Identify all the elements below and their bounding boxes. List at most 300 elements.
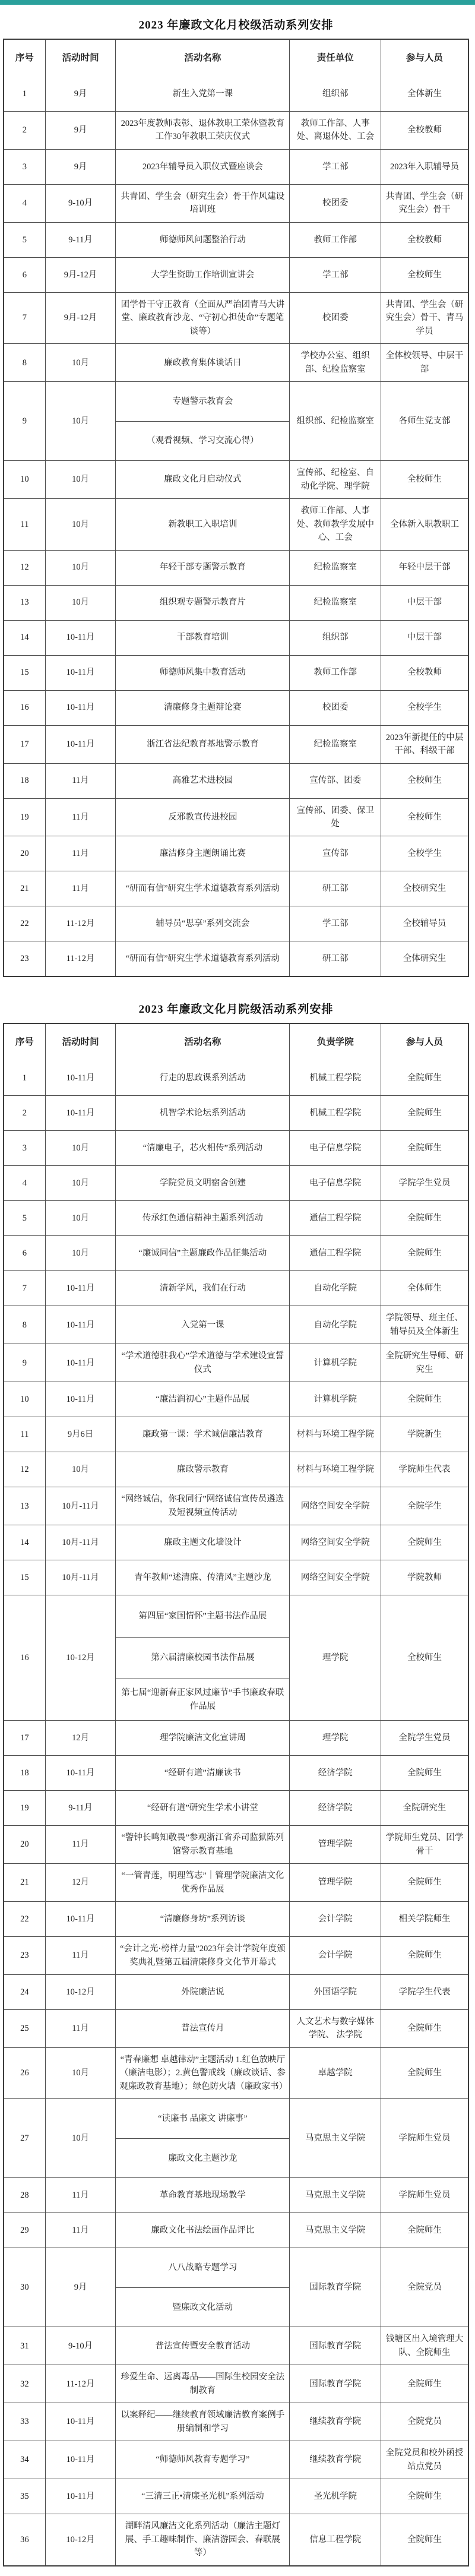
- cell-activity-time: 10-11月: [45, 2441, 116, 2479]
- cell-row-number: 20: [20, 849, 29, 859]
- cell-participants: 共青团、学生会（研究生会）骨干: [381, 185, 468, 222]
- cell-responsible-unit: 马克思主义学院: [289, 2178, 381, 2212]
- cell-activity-time: 9-10月: [45, 2327, 116, 2365]
- cell-responsible-unit: 通信工程学院: [289, 1201, 381, 1235]
- cell-activity-name: [115, 382, 289, 460]
- cell-row-number: 1: [22, 88, 27, 99]
- cell-row-number: 3: [22, 1143, 27, 1153]
- college-level-section: [3, 993, 469, 2566]
- table-row: [4, 1863, 468, 1901]
- cell-responsible-unit: 卓越学院: [289, 2048, 381, 2098]
- cell-activity-name: 2023年辅导员入职仪式暨座谈会: [115, 150, 289, 184]
- table-title-college: 2023 年廉政文化月院级活动系列安排: [138, 1003, 334, 1016]
- cell-row-number: 28: [20, 2191, 29, 2201]
- cell-responsible-unit: 人文艺术与数字媒体学院、 法学院: [289, 2010, 381, 2047]
- table-row: [4, 2009, 468, 2047]
- cell-row-number: 22: [20, 919, 29, 929]
- cell-activity-time: 10-12月: [45, 2514, 116, 2565]
- cell-responsible-unit: 经济学院: [289, 1756, 381, 1790]
- cell-activity-name: 学院党员文明宿舍创建: [115, 1166, 289, 1200]
- cell-row-number: 36: [20, 2534, 29, 2545]
- cell-activity-time: 10-11月: [45, 1061, 116, 1095]
- school-level-section: [3, 8, 469, 977]
- cell-row-number: 6: [22, 270, 27, 280]
- cell-activity-name: 浙江省法纪教育基地警示教育: [115, 726, 289, 763]
- cell-row-number: 15: [20, 668, 29, 678]
- cell-participants: 学院教师: [381, 1560, 468, 1595]
- cell-responsible-unit: 电子信息学院: [289, 1131, 381, 1165]
- cell-responsible-unit: 国际教育学院: [289, 2365, 381, 2403]
- cell-responsible-unit: 外国语学院: [289, 1975, 381, 2009]
- cell-responsible-unit: 学工部: [289, 906, 381, 941]
- cell-activity-time: 10月: [45, 344, 116, 381]
- cell-activity-name: 年轻干部专题警示教育: [115, 551, 289, 585]
- table-row: [4, 690, 468, 725]
- cell-activity-time: 11月: [45, 836, 116, 871]
- table-row: [4, 111, 468, 149]
- top-accent-bar: [0, 0, 475, 5]
- cell-activity-time: 10-11月: [45, 1306, 116, 1344]
- cell-activity-time: 9-10月: [45, 185, 116, 222]
- cell-participants: 全校师生: [381, 1595, 468, 1720]
- cell-responsible-unit: 网络空间安全学院: [289, 1487, 381, 1525]
- header-cell-participants: 参与人员: [381, 40, 468, 77]
- cell-participants: 全院研究生导师、研究生: [381, 1344, 468, 1382]
- cell-activity-name: “经研有道”清廉读书: [115, 1756, 289, 1790]
- cell-activity-time: 9-11月: [45, 223, 116, 257]
- cell-row-number: 21: [20, 1878, 29, 1888]
- cell-participants: 2023年入职辅导员: [381, 150, 468, 184]
- cell-participants: 学院新生: [381, 1417, 468, 1452]
- table-row: [4, 1270, 468, 1306]
- cell-responsible-unit: 继续教育学院: [289, 2403, 381, 2441]
- cell-activity-time: 11-12月: [45, 941, 116, 976]
- cell-activity-time: 10-11月: [45, 1382, 116, 1417]
- activity-sub-item: 暨廉政文化活动: [116, 2287, 289, 2327]
- cell-activity-name: 辅导员“思享”系列交流会: [115, 906, 289, 941]
- cell-responsible-unit: 会计学院: [289, 1937, 381, 1974]
- cell-activity-name: 以案释纪——继续教育领域廉洁教育案例手册编制和学习: [115, 2403, 289, 2441]
- cell-participants: 全校教师: [381, 656, 468, 690]
- cell-activity-name: 廉政文化月启动仪式: [115, 461, 289, 498]
- cell-activity-name: 珍爱生命、远离毒品——国际生校园安全法制教育: [115, 2365, 289, 2403]
- cell-responsible-unit: 组织部: [289, 77, 381, 111]
- cell-activity-name: 革命教育基地现场教学: [115, 2178, 289, 2212]
- table-row: [4, 1936, 468, 1974]
- activity-sub-item: “读廉书 品廉文 讲廉事”: [158, 2114, 248, 2124]
- cell-row-number: 14: [20, 633, 29, 643]
- cell-participants: 学院领导、班主任、辅导员及全体新生: [381, 1306, 468, 1344]
- cell-activity-time: 10月: [45, 1236, 116, 1270]
- table-row: [4, 292, 468, 343]
- table-row: [4, 1235, 468, 1270]
- cell-participants: 全院师生: [381, 1525, 468, 1560]
- cell-participants: 全院师生: [381, 2010, 468, 2047]
- cell-activity-time: 11-12月: [45, 906, 116, 941]
- cell-participants: 全院师生: [381, 1756, 468, 1790]
- cell-participants: 全校辅导员: [381, 906, 468, 941]
- table-row: [4, 2327, 468, 2365]
- cell-activity-name: “师德师风教育专题学习”: [115, 2441, 289, 2479]
- table-row: [4, 2098, 468, 2177]
- table-header-row: [4, 1024, 468, 1061]
- cell-row-number: 24: [20, 1987, 29, 1997]
- table-row: [4, 1344, 468, 1382]
- cell-activity-name: “清廉电子，芯火相传”系列活动: [115, 1131, 289, 1165]
- cell-responsible-unit: 理学院: [289, 1595, 381, 1720]
- cell-row-number: 15: [20, 1573, 29, 1583]
- table-row: [4, 1525, 468, 1560]
- table-row: [4, 1200, 468, 1235]
- cell-activity-time: 9月: [45, 2248, 116, 2327]
- table-row: [4, 343, 468, 381]
- table-row: [4, 798, 468, 836]
- table-row: [4, 1974, 468, 2009]
- table-row: [4, 2403, 468, 2441]
- cell-activity-name: 师德师风集中教育活动: [115, 656, 289, 690]
- cell-activity-time: 10月: [45, 1131, 116, 1165]
- header-cell-time: 活动时间: [45, 40, 116, 77]
- header-cell-time: 活动时间: [45, 1024, 116, 1061]
- cell-responsible-unit: 计算机学院: [289, 1382, 381, 1417]
- table-row: [4, 1061, 468, 1095]
- cell-activity-time: 9月6日: [45, 1417, 116, 1452]
- cell-row-number: 6: [22, 1249, 27, 1259]
- cell-activity-time: 10-12月: [45, 1975, 116, 2009]
- activity-sub-item: （观看视频、学习交流心得）: [116, 421, 289, 460]
- table-row: [4, 836, 468, 871]
- table-row: [4, 725, 468, 763]
- cell-activity-time: 10月: [45, 2048, 116, 2098]
- cell-row-number: 17: [20, 1733, 29, 1743]
- cell-participants: 共青团、学生会（研究生会）骨干、青马学员: [381, 293, 468, 343]
- cell-row-number: 8: [22, 1320, 27, 1330]
- cell-responsible-unit: 材料与环境工程学院: [289, 1452, 381, 1487]
- header-cell-no: 序号: [15, 52, 34, 63]
- table-row: [4, 550, 468, 585]
- activity-sub-item: 八八战略专题学习: [168, 2263, 238, 2273]
- cell-activity-name: “研而有信”研究生学术道德教育系列活动: [115, 871, 289, 906]
- cell-participants: 全校师生: [381, 799, 468, 836]
- table-row: [4, 1790, 468, 1825]
- cell-activity-time: 10月: [45, 499, 116, 549]
- cell-row-number: 27: [20, 2134, 29, 2144]
- cell-activity-time: 10-11月: [45, 1756, 116, 1790]
- cell-responsible-unit: 机械工程学院: [289, 1096, 381, 1130]
- cell-row-number: 29: [20, 2226, 29, 2236]
- cell-row-number: 13: [20, 598, 29, 608]
- table-row: [4, 871, 468, 906]
- cell-responsible-unit: 宣传部、纪检室、自动化学院、理学院: [289, 461, 381, 498]
- cell-participants: 全院学生: [381, 1487, 468, 1525]
- table-row: [4, 1901, 468, 1936]
- table-row: [4, 1560, 468, 1595]
- table-row: [4, 498, 468, 549]
- table-row: [4, 1417, 468, 1452]
- cell-participants: 全院师生: [381, 2479, 468, 2514]
- cell-row-number: 13: [20, 1501, 29, 1511]
- cell-activity-time: 10月: [45, 2099, 116, 2177]
- cell-activity-name: 廉政文化书法绘画作品评比: [115, 2213, 289, 2248]
- cell-activity-time: 12月: [45, 1721, 116, 1755]
- cell-responsible-unit: 自动化学院: [289, 1271, 381, 1306]
- cell-activity-time: 10-12月: [45, 1595, 116, 1720]
- cell-activity-time: 11月: [45, 764, 116, 798]
- cell-responsible-unit: 宣传部: [289, 836, 381, 871]
- cell-participants: 学院师生党员: [381, 2099, 468, 2177]
- cell-participants: 全校师生: [381, 258, 468, 292]
- cell-responsible-unit: 宣传部、团委: [289, 764, 381, 798]
- cell-participants: 全院师生: [381, 1096, 468, 1130]
- cell-activity-time: 10-11月: [45, 656, 116, 690]
- cell-activity-time: 11月: [45, 2010, 116, 2047]
- cell-activity-name: 新教职工入职培训: [115, 499, 289, 549]
- cell-activity-time: 10月-11月: [45, 1560, 116, 1595]
- cell-activity-time: 10-11月: [45, 1096, 116, 1130]
- table-row: [4, 2365, 468, 2403]
- cell-responsible-unit: 马克思主义学院: [289, 2213, 381, 2248]
- cell-participants: 全院研究生: [381, 1791, 468, 1825]
- cell-row-number: 11: [20, 1430, 29, 1440]
- cell-responsible-unit: 学校办公室、组织部、纪检监察室: [289, 344, 381, 381]
- cell-participants: 学院学生代表: [381, 1975, 468, 2009]
- cell-activity-name: 清廉修身主题辩论赛: [115, 691, 289, 725]
- activity-sub-item: 专题警示教育会: [172, 396, 233, 406]
- cell-row-number: 33: [20, 2417, 29, 2427]
- cell-participants: 学院师生党员、团学骨干: [381, 1826, 468, 1863]
- table-row: [4, 620, 468, 655]
- cell-responsible-unit: 自动化学院: [289, 1306, 381, 1344]
- cell-responsible-unit: 研工部: [289, 941, 381, 976]
- cell-activity-time: 11月: [45, 2213, 116, 2248]
- cell-participants: 中层干部: [381, 621, 468, 655]
- cell-participants: 全体新生: [381, 77, 468, 111]
- cell-responsible-unit: 校团委: [289, 691, 381, 725]
- cell-participants: 全院师生: [381, 1061, 468, 1095]
- cell-participants: 全校学生: [381, 691, 468, 725]
- cell-participants: 全体师生: [381, 1271, 468, 1306]
- table-row: [4, 941, 468, 976]
- cell-activity-time: 10月: [45, 461, 116, 498]
- cell-participants: 全院党员和校外函授站点党员: [381, 2441, 468, 2479]
- cell-row-number: 9: [22, 1358, 27, 1368]
- cell-activity-name: “研而有信”研究生学术道德教育系列活动: [115, 941, 289, 976]
- cell-responsible-unit: 宣传部、团委、保卫处: [289, 799, 381, 836]
- cell-participants: 学院学生党员: [381, 1166, 468, 1200]
- cell-activity-time: 9月: [45, 77, 116, 111]
- cell-responsible-unit: 材料与环境工程学院: [289, 1417, 381, 1452]
- activity-sub-item: 廉政文化主题沙龙: [116, 2138, 289, 2177]
- cell-activity-name: 传承红色通信精神主题系列活动: [115, 1201, 289, 1235]
- cell-activity-name: “廉洁润初心”主题作品展: [115, 1382, 289, 1417]
- cell-activity-name: “学术道德驻我心”学术道德与学术建设宣誓仪式: [115, 1344, 289, 1382]
- cell-participants: 全院师生: [381, 1201, 468, 1235]
- cell-activity-time: 10-11月: [45, 1271, 116, 1306]
- cell-row-number: 21: [20, 884, 29, 894]
- cell-row-number: 14: [20, 1538, 29, 1548]
- cell-activity-time: 11月: [45, 871, 116, 906]
- cell-activity-name: 机智学术论坛系列活动: [115, 1096, 289, 1130]
- cell-activity-time: 11-12月: [45, 2365, 116, 2403]
- cell-activity-name: 干部教育培训: [115, 621, 289, 655]
- cell-row-number: 10: [20, 1395, 29, 1405]
- table-body: [4, 1061, 468, 2565]
- cell-row-number: 32: [20, 2379, 29, 2389]
- cell-responsible-unit: 会计学院: [289, 1902, 381, 1936]
- table-row: [4, 2248, 468, 2327]
- cell-row-number: 7: [22, 313, 27, 323]
- cell-activity-name: “警钟长鸣知敬畏”参观浙江省乔司监狱陈列馆警示教育基地: [115, 1826, 289, 1863]
- cell-row-number: 22: [20, 1914, 29, 1924]
- table-row: [4, 2441, 468, 2479]
- cell-responsible-unit: 教师工作部、人事处、离退休处、工会: [289, 112, 381, 149]
- cell-participants: 年轻中层干部: [381, 551, 468, 585]
- cell-responsible-unit: 电子信息学院: [289, 1166, 381, 1200]
- cell-responsible-unit: 教师工作部: [289, 656, 381, 690]
- cell-activity-time: 10-11月: [45, 691, 116, 725]
- cell-participants: 全校教师: [381, 223, 468, 257]
- cell-row-number: 11: [20, 519, 29, 529]
- cell-row-number: 34: [20, 2455, 29, 2465]
- cell-activity-time: 9月-12月: [45, 258, 116, 292]
- table-title-school: 2023 年廉政文化月校级活动系列安排: [138, 19, 334, 31]
- cell-row-number: 1: [22, 1073, 27, 1083]
- cell-activity-name: 清新学风，我们在行动: [115, 1271, 289, 1306]
- cell-activity-time: 11月: [45, 799, 116, 836]
- cell-activity-name: 廉政主题文化墙设计: [115, 1525, 289, 1560]
- cell-participants: 全校学生: [381, 836, 468, 871]
- cell-participants: 全校师生: [381, 461, 468, 498]
- cell-row-number: 3: [22, 162, 27, 172]
- cell-activity-time: 12月: [45, 1864, 116, 1901]
- cell-responsible-unit: 教师工作部、人事处、教师教学发展中心、工会: [289, 499, 381, 549]
- cell-participants: 学院师生党员: [381, 2178, 468, 2212]
- cell-responsible-unit: 研工部: [289, 871, 381, 906]
- cell-row-number: 4: [22, 198, 27, 208]
- cell-activity-name: 廉政警示教育: [115, 1452, 289, 1487]
- cell-activity-time: 10月: [45, 1166, 116, 1200]
- cell-participants: 全院师生: [381, 1236, 468, 1270]
- cell-activity-name: 廉政教育集体谈话日: [115, 344, 289, 381]
- cell-participants: 全校师生: [381, 764, 468, 798]
- table-row: [4, 1825, 468, 1863]
- cell-row-number: 18: [20, 776, 29, 786]
- cell-activity-name: “网络诚信，你我同行”网络诚信宣传员遴选及短视频宣传活动: [115, 1487, 289, 1525]
- table-row: [4, 2212, 468, 2248]
- cell-responsible-unit: 校团委: [289, 293, 381, 343]
- cell-participants: 全院师生: [381, 1382, 468, 1417]
- cell-row-number: 5: [22, 1213, 27, 1224]
- cell-activity-time: 10-11月: [45, 1344, 116, 1382]
- table-body: [4, 77, 468, 976]
- cell-activity-time: 9月-12月: [45, 293, 116, 343]
- cell-row-number: 12: [20, 562, 29, 573]
- cell-activity-name: [115, 1595, 289, 1720]
- cell-responsible-unit: 纪检监察室: [289, 551, 381, 585]
- cell-participants: 学院师生代表: [381, 1452, 468, 1487]
- cell-activity-time: 10-11月: [45, 1902, 116, 1936]
- header-cell-unit: 责任单位: [289, 40, 381, 77]
- cell-activity-name: 反邪教宣传进校园: [115, 799, 289, 836]
- table-row: [4, 1382, 468, 1417]
- cell-row-number: 2: [22, 1108, 27, 1118]
- table-row: [4, 257, 468, 292]
- cell-activity-name: 外院廉洁说: [115, 1975, 289, 2009]
- cell-responsible-unit: 国际教育学院: [289, 2327, 381, 2365]
- cell-activity-name: “清廉修身坊”系列访谈: [115, 1902, 289, 1936]
- cell-activity-name: 廉洁修身主题朗诵比赛: [115, 836, 289, 871]
- cell-participants: 中层干部: [381, 586, 468, 620]
- cell-activity-name: [115, 2099, 289, 2177]
- cell-responsible-unit: 管理学院: [289, 1864, 381, 1901]
- cell-responsible-unit: 教师工作部: [289, 223, 381, 257]
- cell-row-number: 25: [20, 2024, 29, 2034]
- cell-activity-name: 湖畔清风廉洁文化系列活动（廉洁主题灯展、手工趣味制作、廉洁游园会、春联展等）: [115, 2514, 289, 2565]
- cell-participants: 相关学院师生: [381, 1902, 468, 1936]
- cell-row-number: 4: [22, 1178, 27, 1189]
- cell-responsible-unit: 马克思主义学院: [289, 2099, 381, 2177]
- cell-row-number: 16: [20, 703, 29, 713]
- cell-participants: 2023年新提任的中层干部、科级干部: [381, 726, 468, 763]
- cell-activity-name: “会计之光·榜样力量”2023年会计学院年度颁奖典礼暨第五届清廉修身文化节开幕式: [115, 1937, 289, 1974]
- cell-activity-name: 大学生资助工作培训宣讲会: [115, 258, 289, 292]
- cell-responsible-unit: 理学院: [289, 1721, 381, 1755]
- cell-activity-time: 10月: [45, 1452, 116, 1487]
- cell-activity-name: 青年教师“述清廉、传清风”主题沙龙: [115, 1560, 289, 1595]
- cell-participants: 全院师生: [381, 1937, 468, 1974]
- cell-activity-time: 10月: [45, 586, 116, 620]
- cell-activity-name: 普法宣传暨安全教育活动: [115, 2327, 289, 2365]
- cell-activity-time: 11月: [45, 1826, 116, 1863]
- activity-sub-item: 第四届“家国情怀”主题书法作品展: [138, 1611, 267, 1621]
- header-cell-participants: 参与人员: [381, 1024, 468, 1061]
- table-row: [4, 1487, 468, 1525]
- table-row: [4, 2514, 468, 2565]
- cell-activity-name: “廉诚同信”主题廉政作品征集活动: [115, 1236, 289, 1270]
- cell-responsible-unit: 通信工程学院: [289, 1236, 381, 1270]
- cell-activity-name: 共青团、学生会（研究生会）骨干作风建设培训班: [115, 185, 289, 222]
- table-row: [4, 1595, 468, 1720]
- table-row: [4, 77, 468, 111]
- cell-row-number: 12: [20, 1465, 29, 1475]
- cell-responsible-unit: 经济学院: [289, 1791, 381, 1825]
- header-cell-activity: 活动名称: [115, 1024, 289, 1061]
- table-row: [4, 460, 468, 498]
- cell-row-number: 16: [20, 1652, 29, 1662]
- cell-participants: 全院师生: [381, 2514, 468, 2565]
- cell-activity-name: 新生入党第一课: [115, 77, 289, 111]
- table-row: [4, 1452, 468, 1487]
- cell-activity-name: 高雅艺术进校园: [115, 764, 289, 798]
- activity-sub-item: 第六届清廉校园书法作品展: [116, 1637, 289, 1679]
- cell-activity-name: “青春廉想 卓越律动”主题活动 1.红色放映厅（廉洁电影）；2.黄色警戒线（廉政谈话、参观廉政教育基地）；绿色防火墙（廉政家书）: [115, 2048, 289, 2098]
- cell-participants: 全校教师: [381, 112, 468, 149]
- cell-row-number: 23: [20, 954, 29, 964]
- cell-participants: 全院师生: [381, 1864, 468, 1901]
- cell-row-number: 20: [20, 1839, 29, 1850]
- table-row: [4, 585, 468, 620]
- activity-sub-item: 第七届“迎新春正家风过廉节”手书廉政春联作品展: [116, 1679, 289, 1720]
- cell-activity-name: 团学骨干守正教育（全面从严治团青马大讲堂、廉政教育沙龙、“守初心担使命”专题笔谈等）: [115, 293, 289, 343]
- header-cell-no: 序号: [15, 1037, 34, 1048]
- table-row: [4, 222, 468, 257]
- cell-activity-name: 师德师风问题整治行动: [115, 223, 289, 257]
- cell-responsible-unit: 校团委: [289, 185, 381, 222]
- cell-row-number: 2: [22, 125, 27, 135]
- table-row: [4, 2177, 468, 2212]
- cell-activity-name: “一管青莲，明理笃志”｜管理学院廉洁文化优秀作品展: [115, 1864, 289, 1901]
- table-row: [4, 1720, 468, 1755]
